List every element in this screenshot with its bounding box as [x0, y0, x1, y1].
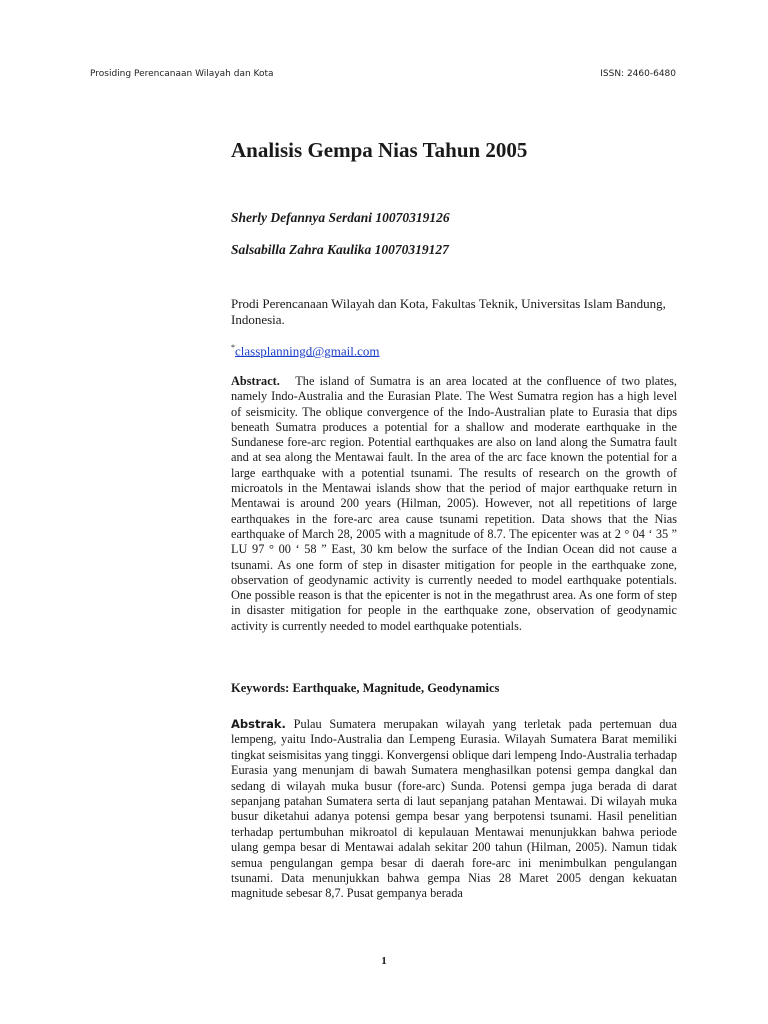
abstrak-text: Pulau Sumatera merupakan wilayah yang terletak pada pertemuan dua lempeng, yaitu Indo-Australia dan Lempeng Eurasia. Wilayah Sumatera Barat memiliki tingkat seismisitas yang tinggi. Konvergensi oblique dari lempeng Indo-Australia terhadap Eurasia yang menunjam di bawah Sumatera menghasilkan potensi gempa dangkal dan sedang di wilayah muka busur (fore-arc) Sunda. Potensi gempa juga berada di darat sepanjang patahan Sumatera serta di laut sepanjang patahan Mentawai. Di wilayah muka busur diketahui adanya potensi gempa besar yang berpotensi tsunami. Hasil penelitian terhadap pertumbuhan mikroatol di kepulauan Mentawai menunjukkan bahwa periode ulang gempa besar di Mentawai adalah sekitar 200 tahun (Hilman, 2005). Namun tidak semua pengulangan gempa besar di daerah fore-arc ini menimbulkan pengulangan tsunami. Data menunjukkan bahwa gempa Nias 28 Maret 2005 dengan kekuatan magnitude sebesar 8,7. Pusat gempanya berada — [231, 717, 677, 901]
paper-title: Analisis Gempa Nias Tahun 2005 — [231, 138, 528, 162]
running-header — [90, 69, 676, 79]
keywords: Keywords: Earthquake, Magnitude, Geodynamics — [231, 681, 500, 695]
email-link[interactable]: classplanningd@gmail.com — [235, 343, 380, 359]
author-2: Salsabilla Zahra Kaulika 10070319127 — [231, 242, 449, 257]
email-marker: * — [231, 343, 235, 352]
abstract-text: The island of Sumatra is an area located at the confluence of two plates, namely Indo-Australia and the Eurasian Plate. The West Sumatra region has a high level of seismicity. The oblique convergence of the Indo-Australian plate to Eurasia that dips beneath Sumatra produces a potential for a shallow and moderate earthquake in the Sundanese fore-arc region. Potential earthquakes are also on land along the Sumatra fault and at sea along the Mentawai fault. In the area of the arc face known the potential for a large earthquake with a potential tsunami. The results of research on the growth of microatols in the Mentawai islands show that the period of major earthquake return in Mentawai is around 200 years (Hilman, 2005). However, not all repetitions of large earthquakes in the fore-arc area cause tsunami repetition. Data shows that the Nias earthquake of March 28, 2005 with a magnitude of 8.7. The epicenter was at 2 ° 04 ‘ 35 ” LU 97 ° 00 ‘ 58 ” East, 30 km below the surface of the Indian Ocean did not cause a tsunami. As one form of step in disaster mitigation for people in the earthquake zone, observation of geodynamic activity is currently needed to model earthquake potentials. One possible reason is that the epicenter is not in the megathrust area. As one form of step in disaster mitigation for people in the earthquake zone, observation of geodynamic activity is currently needed to model earthquake potentials. — [231, 374, 677, 633]
journal-name: Prosiding Perencanaan Wilayah dan Kota — [90, 69, 274, 79]
abstrak-paragraph — [231, 717, 677, 925]
abstract-label: Abstract. — [231, 374, 280, 388]
issn: ISSN: 2460-6480 — [600, 69, 676, 79]
email-line — [231, 343, 677, 359]
author-1: Sherly Defannya Serdani 10070319126 — [231, 210, 450, 225]
abstract-paragraph — [231, 374, 677, 634]
page-number: 1 — [381, 955, 387, 967]
abstrak-label: Abstrak. — [231, 717, 286, 731]
affiliation: Prodi Perencanaan Wilayah dan Kota, Fakultas Teknik, Universitas Islam Bandung, Indonesia. — [231, 296, 666, 327]
